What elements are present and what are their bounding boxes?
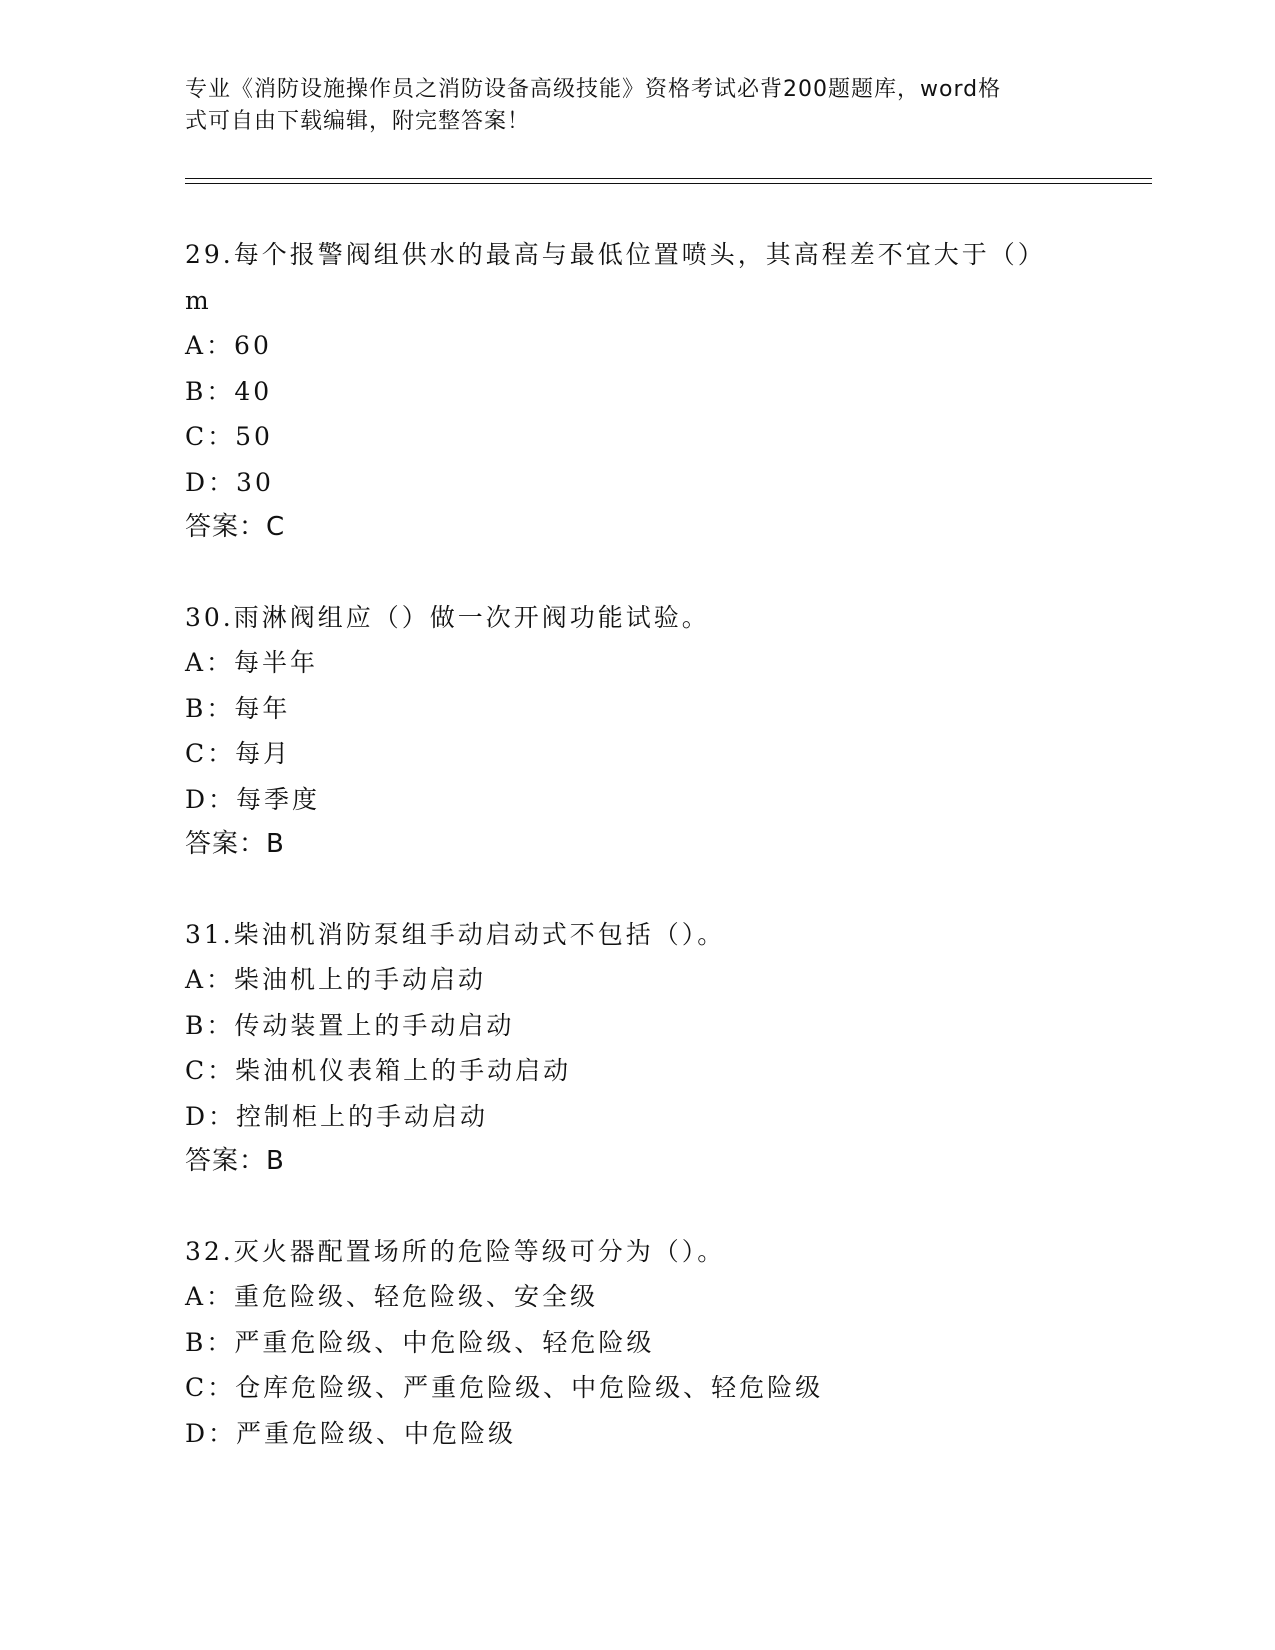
option-d: D：30 <box>185 467 274 497</box>
option-a: A：柴油机上的手动启动 <box>185 965 487 994</box>
option-d: D：每季度 <box>185 784 321 814</box>
question-stem: 32.灭火器配置场所的危险等级可分为（）。 <box>185 1236 726 1266</box>
option-d: D：控制柜上的手动启动 <box>185 1101 489 1131</box>
question-stem: 29.每个报警阀组供水的最高与最低位置喷头，其高程差不宜大于（） <box>185 240 1046 269</box>
option-a: A：每半年 <box>185 648 319 677</box>
option-c: C：柴油机仪表箱上的手动启动 <box>185 1056 572 1085</box>
question-30 <box>185 595 1085 868</box>
option-c: C：仓库危险级、严重危险级、中危险级、轻危险级 <box>185 1373 824 1402</box>
answer-line: 答案：B <box>185 829 285 859</box>
question-stem: 31.柴油机消防泵组手动启动式不包括（）。 <box>185 919 726 949</box>
question-stem-continuation: m <box>185 285 212 315</box>
answer-line: 答案：B <box>185 1146 285 1176</box>
option-b: B：每年 <box>185 693 291 723</box>
question-list <box>185 232 1085 1500</box>
option-a: A：重危险级、轻危险级、安全级 <box>185 1282 599 1311</box>
question-31 <box>185 912 1085 1185</box>
option-b: B：40 <box>185 376 273 406</box>
header-title-line-2: 式可自由下载编辑，附完整答案！ <box>185 109 531 134</box>
question-32 <box>185 1229 1085 1457</box>
document-header <box>185 74 1085 138</box>
option-c: C：50 <box>185 422 273 451</box>
option-a: A：60 <box>185 331 272 360</box>
question-stem: 30.雨淋阀组应（）做一次开阀功能试验。 <box>185 602 710 632</box>
header-divider-bottom <box>185 183 1152 184</box>
option-d: D：严重危险级、中危险级 <box>185 1418 517 1448</box>
option-b: B：严重危险级、中危险级、轻危险级 <box>185 1327 655 1357</box>
question-29 <box>185 232 1085 551</box>
option-b: B：传动装置上的手动启动 <box>185 1010 515 1040</box>
option-c: C：每月 <box>185 739 292 768</box>
answer-line: 答案：C <box>185 512 286 542</box>
header-divider-top <box>185 178 1152 179</box>
header-title-line-1: 专业《消防设施操作员之消防设备高级技能》资格考试必背200题题库，word格 <box>185 77 1002 102</box>
